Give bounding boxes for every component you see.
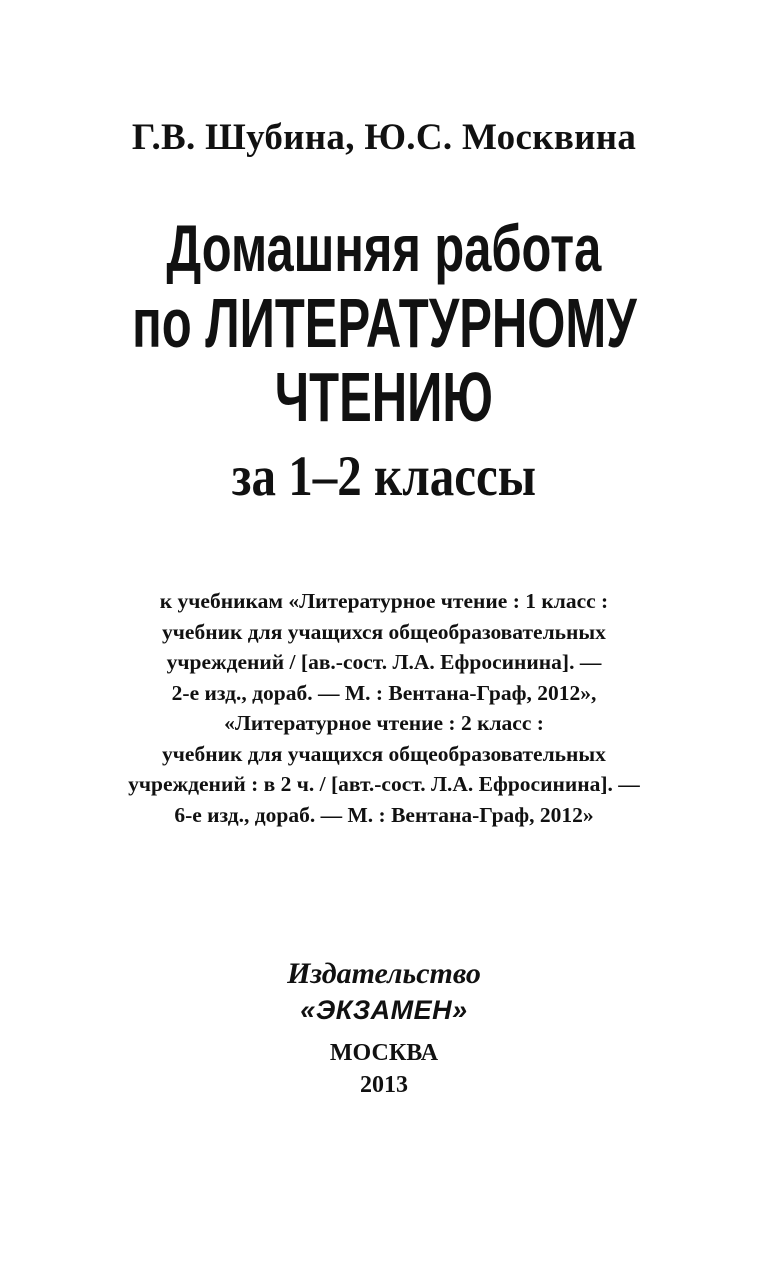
year: 2013 (360, 1072, 408, 1098)
bibliography-line: учебник для учащихся общеобразовательных (162, 741, 606, 766)
title-line-2: по ЛИТЕРАТУРНОМУ (131, 284, 637, 362)
bibliography (0, 586, 768, 830)
bibliography-line: учреждений / [ав.-сост. Л.А. Ефросинина]. — (166, 650, 602, 674)
city: МОСКВА (329, 1040, 439, 1066)
bibliography-line: учреждений : в 2 ч. / [авт.-сост. Л.А. Ефросинина]. — (128, 772, 640, 796)
publisher-label: Издательство (287, 957, 481, 990)
title-line-4: за 1–2 классы (231, 445, 537, 508)
title-line-1: Домашняя работа (166, 211, 602, 285)
authors: Г.В. Шубина, Ю.С. Москвина (131, 117, 637, 158)
bibliography-line: к учебникам «Литературное чтение : 1 класс : (159, 589, 609, 613)
bibliography-line: 2-е изд., дораб. — М. : Вентана-Граф, 2012», (171, 680, 597, 705)
bibliography-line: учебник для учащихся общеобразовательных (162, 619, 606, 644)
bibliography-line: «Литературное чтение : 2 класс : (224, 711, 544, 735)
title-line-3: ЧТЕНИЮ (274, 358, 494, 436)
publisher-name: «ЭКЗАМЕН» (300, 995, 468, 1025)
bibliography-line: 6-е изд., дораб. — М. : Вентана-Граф, 2012» (174, 802, 594, 827)
